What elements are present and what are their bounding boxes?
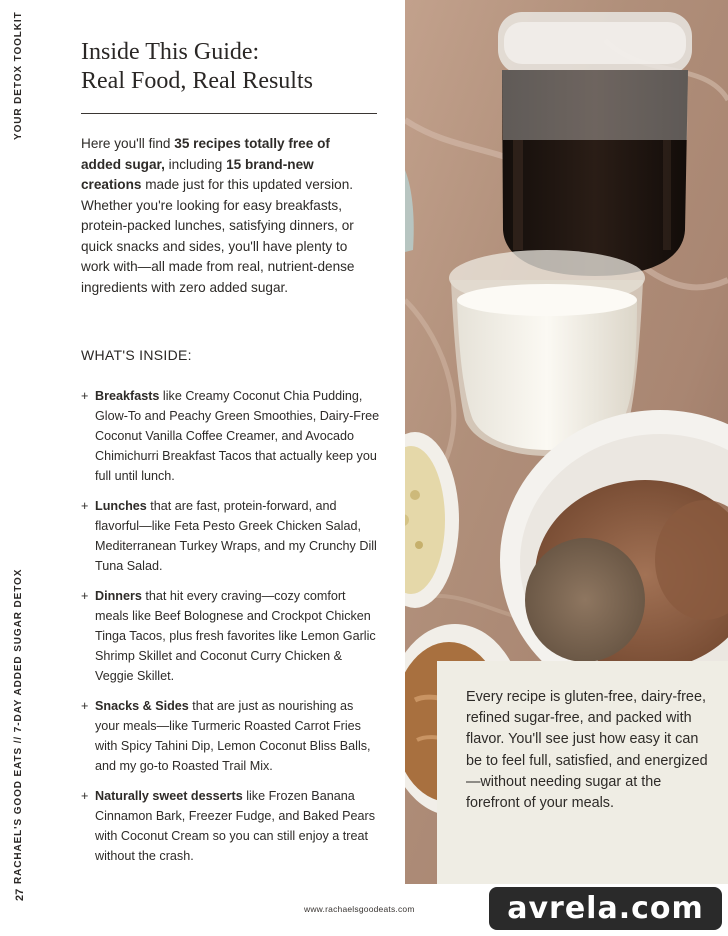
plus-bullet: + — [81, 699, 89, 713]
side-label-top-text: YOUR DETOX TOOLKIT — [13, 11, 24, 140]
item-text: that hit every craving—cozy comfort meals like Beef Bolognese and Crockpot Chicken Tinga Tacos, plus fresh favorites like Lemon Garlic Shrimp Skillet and Coconut Curry Chicken & Veggie Skillet. — [95, 589, 376, 684]
plus-bullet: + — [81, 589, 89, 603]
intro-bold-recipes: 35 recipes totally free of added sugar, — [81, 136, 330, 172]
item-title: Lunches — [95, 499, 147, 513]
list-item-breakfasts — [81, 386, 381, 486]
item-title: Naturally sweet desserts — [95, 789, 243, 803]
page-number: 27 — [14, 888, 26, 901]
item-title: Snacks & Sides — [95, 699, 189, 713]
page-title — [81, 38, 381, 96]
item-text: like Frozen Banana Cinnamon Bark, Freezer Fudge, and Baked Pears with Coconut Cream so you can still enjoy a treat without the crash. — [95, 789, 376, 864]
title-line-1: Inside This Guide: — [81, 39, 260, 65]
list-item-lunches — [81, 496, 381, 576]
item-text: that are fast, protein-forward, and flavorful—like Feta Pesto Greek Chicken Salad, Mediterranean Turkey Wraps, and my Crunchy Dill Tuna Salad. — [95, 499, 377, 574]
title-divider — [81, 113, 377, 114]
footer-website: www.rachaelsgoodeats.com — [304, 904, 415, 914]
plus-bullet: + — [81, 389, 89, 403]
list-item-snacks-sides — [81, 696, 381, 776]
list-item-desserts — [81, 786, 381, 866]
mason-jar-icon — [498, 12, 692, 276]
intro-bold-new-creations: 15 brand-new creations — [81, 156, 314, 192]
callout-text: Every recipe is gluten-free, dairy-free, refined sugar-free, and packed with flavor. You'll see just how easy it can be to feel full, satisfied, and energized—without needing sugar at the forefront of your meals. — [466, 689, 708, 812]
intro-text-1: Here you'll find — [81, 136, 175, 151]
intro-text-2: including — [164, 156, 227, 172]
item-text: like Creamy Coconut Chia Pudding, Glow-To and Peachy Green Smoothies, Dairy-Free Coconut Vanilla Coffee Creamer, and Avocado Chimichurri Breakfast Tacos that actually keep you full until lunch. — [95, 389, 380, 484]
watermark-text: avrela.com — [507, 891, 704, 926]
item-title: Dinners — [95, 589, 142, 603]
callout-box — [437, 661, 728, 884]
plus-bullet: + — [81, 789, 89, 803]
list-item-dinners — [81, 586, 381, 686]
watermark-badge — [489, 887, 722, 930]
intro-paragraph — [81, 134, 371, 298]
title-line-2: Real Food, Real Results — [81, 68, 313, 94]
item-title: Breakfasts — [95, 389, 160, 403]
intro-text-3: made just for this updated version. Whether you're looking for easy breakfasts, protein-packed lunches, satisfying dinners, or quick snacks and sides, you'll have plenty to work with—all made from real, nutrient-dense ingredients with zero added sugar. — [81, 177, 355, 295]
plus-bullet: + — [81, 499, 89, 513]
whats-inside-heading: WHAT'S INSIDE: — [81, 347, 192, 363]
side-label-bottom-text: RACHAEL'S GOOD EATS // 7-DAY ADDED SUGAR DETOX — [13, 568, 24, 884]
item-text: that are just as nourishing as your meals—like Turmeric Roasted Carrot Fries with Spicy Tahini Dip, Lemon Coconut Bliss Balls, and my go-to Roasted Trail Mix. — [95, 699, 371, 774]
